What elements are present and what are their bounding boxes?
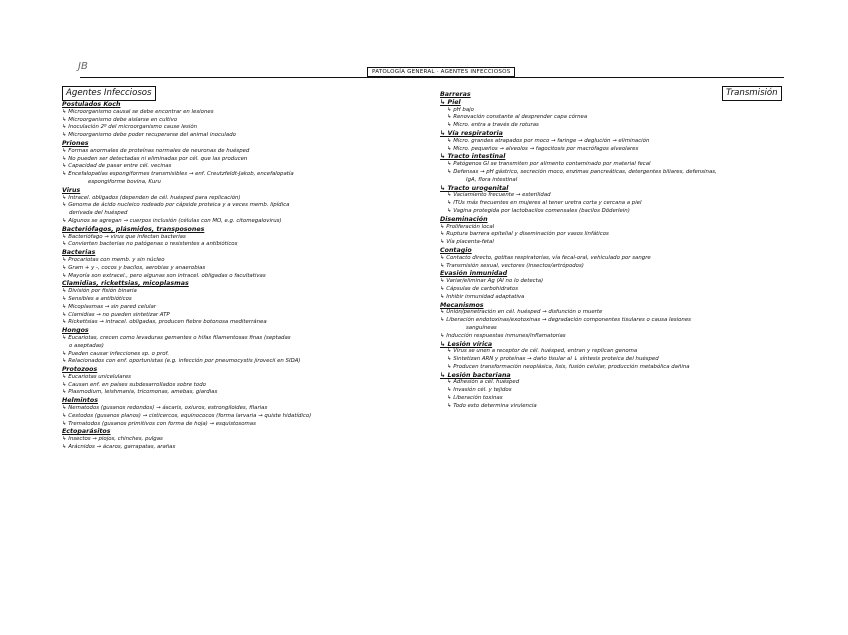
- note-line: ↳ Renovación constante al desprender capa córnea: [447, 114, 588, 121]
- section-heading: Bacteriófagos, plásmidos, transposones: [62, 225, 205, 233]
- section-heading: Barreras: [440, 91, 471, 98]
- note-line: ↳ Inhibir inmunidad adaptativa: [440, 293, 525, 300]
- note-line: ↳ Trematodos (gusanos primitivos con forma de hoja) → esquistosomas: [62, 420, 256, 427]
- note-line: ↳ Inducción respuestas inmunes/inflamatorias: [440, 332, 566, 339]
- section-heading: Priones: [62, 139, 89, 147]
- note-section: [62, 249, 420, 280]
- note-line: ↳ Transmisión sexual, vectores (insectos/artrópodos): [440, 262, 584, 269]
- note-line: ↳ Ruptura barrera epitelial y diseminación por vasos linfáticos: [440, 231, 609, 238]
- note-section: [62, 366, 420, 397]
- note-line: derivada del huésped: [69, 210, 128, 217]
- section-heading: ↳ Piel: [440, 98, 461, 106]
- note-section: [62, 327, 420, 366]
- note-line: ↳ Invasión cél. y tejidos: [447, 387, 512, 394]
- note-section: [62, 140, 420, 187]
- note-line: ↳ Vía placenta-fetal: [440, 239, 494, 246]
- note-section: [440, 216, 790, 247]
- note-line: ↳ Contacto directo, gotitas respiratorias, vía fecal-oral, vehiculado por sangre: [440, 254, 651, 261]
- note-line: ↳ Nematodos (gusanos redondos) → áscaris, oxiuros, estrongiloides, filarias: [62, 405, 268, 412]
- left-column-header: Agentes Infecciosos: [62, 86, 156, 101]
- section-heading: ↳ Vía respiratoria: [440, 129, 503, 137]
- note-line: ↳ Vagina protegida por lactobacilos comensales (bacilos Döderlein): [447, 207, 630, 214]
- note-line: sanguíneas: [466, 324, 497, 331]
- page-title: PATOLOGÍA GENERAL · AGENTES INFECCIOSOS: [367, 67, 515, 77]
- note-section: [62, 226, 420, 249]
- note-line: ↳ Virus se unen a receptor de cél. huésped, entran y replican genoma: [447, 348, 638, 355]
- section-heading: Virus: [62, 186, 81, 194]
- note-line: ↳ Eucariotas, crecen como levaduras gemantes o hifas filamentosas finas (septadas: [62, 334, 291, 341]
- note-line: ↳ Liberación endotoxinas/exotoxinas → degradación componentes tisulares o causa lesiones: [440, 317, 691, 324]
- note-line: ↳ Plasmodium, leishmania, tricomonas, amebas, giardias: [62, 389, 218, 396]
- note-section: [62, 280, 420, 327]
- note-line: ↳ Arácnidos → ácaros, garrapatas, arañas: [62, 444, 176, 451]
- note-section: [62, 187, 420, 226]
- note-line: ↳ Microorganismo causal se debe encontrar en lesiones: [62, 108, 214, 115]
- section-heading: Helmintos: [62, 397, 98, 405]
- note-section: [440, 270, 790, 301]
- author-initials: JB: [78, 61, 88, 72]
- left-column: [62, 101, 420, 452]
- section-heading: Contagio: [440, 246, 472, 254]
- section-heading: ↳ Lesión bacteriana: [440, 371, 511, 379]
- note-line: ↳ Encefalopatías espongiformes transmisibles → enf. Creutzfeldt-Jakob, encefalopatía: [62, 171, 294, 178]
- note-section: [440, 185, 790, 216]
- note-line: ↳ Microorganismo debe aislarse en cultivo: [62, 116, 178, 123]
- note-line: ↳ Mayoría son extracel., pero algunas son intracel. obligadas o facultativas: [62, 272, 266, 279]
- note-line: ↳ Bacteriófago → virus que infectan bacterias: [62, 233, 186, 240]
- note-line: ↳ Intracel. obligados (dependen de cél. huésped para replicación): [62, 194, 241, 201]
- section-heading: Postulados Koch: [62, 101, 121, 108]
- note-line: IgA, flora intestinal: [466, 176, 518, 183]
- note-line: ↳ Micro. pequeños → alveolos → fagocitosis por macrófagos alveolares: [447, 145, 639, 152]
- note-line: espongiforme bovina, Kuru: [88, 178, 161, 185]
- note-line: ↳ Pueden causar infecciones sp. o prof.: [62, 350, 170, 357]
- note-line: ↳ Liberación toxinas: [447, 395, 503, 402]
- note-line: ↳ Micoplasmas → sin pared celular: [62, 303, 157, 310]
- note-line: ↳ No pueden ser detectadas ni eliminadas por cél. que las producen: [62, 155, 248, 162]
- note-section: [62, 428, 420, 451]
- note-line: ↳ Procariotas con memb. y sin núcleo: [62, 256, 165, 263]
- section-heading: Protozoos: [62, 366, 98, 374]
- section-heading: ↳ Lesión vírica: [440, 340, 493, 348]
- note-line: ↳ Todo esto determina virulencia: [447, 402, 537, 409]
- section-heading: Hongos: [62, 327, 89, 335]
- section-heading: Clamidias, rickettsias, micoplasmas: [62, 280, 189, 288]
- note-line: ↳ Algunos se agregan → cuerpos inclusión (células con MO, e.g. citomegalovirus): [62, 217, 282, 224]
- note-section: [440, 302, 790, 341]
- note-line: ↳ Micro. grandes atrapados por moco → faringe → deglución → eliminación: [447, 137, 650, 144]
- note-section: [62, 397, 420, 428]
- note-line: ↳ Defensas → pH gástrico, secreción moco, enzimas pancreáticas, detergentes biliares, defensinas,: [447, 168, 717, 175]
- note-line: ↳ Adhesión a cél. huésped: [447, 379, 520, 386]
- section-heading: Ectoparásitos: [62, 428, 111, 436]
- note-section: [440, 130, 790, 153]
- note-section: [62, 101, 420, 140]
- note-section: [440, 91, 790, 99]
- note-line: ↳ Insectos → piojos, chinches, pulgas: [62, 436, 163, 443]
- right-column: [440, 91, 790, 411]
- note-line: ↳ Unión/penetración en cél. huésped → disfunción o muerte: [440, 309, 603, 316]
- note-section: [440, 153, 790, 184]
- note-line: ↳ Genoma de ácido nucleico rodeado por cápside proteica y a veces memb. lipídica: [62, 202, 290, 209]
- note-line: ↳ Gram + y -, cocos y bacilos, aerobias y anaerobias: [62, 264, 206, 271]
- note-line: ↳ Vaciamiento frecuente → esterilidad: [447, 192, 551, 199]
- note-line: ↳ Relacionados con enf. oportunistas (e.g. infección por pneumocystis jirovecii en SIDA): [62, 358, 301, 365]
- section-heading: Evasión inmunidad: [440, 270, 508, 278]
- note-line: ↳ Microorganismo debe poder recuperarse del animal inoculado: [62, 132, 236, 139]
- note-line: ↳ Convierten bacterias no patógenas o resistentes a antibióticos: [62, 241, 238, 248]
- section-heading: Bacterias: [62, 249, 96, 257]
- section-heading: Diseminación: [440, 215, 488, 223]
- note-line: ↳ Formas anormales de proteínas normales de neuronas de huésped: [62, 147, 250, 154]
- note-section: [440, 247, 790, 270]
- note-line: ↳ Causan enf. en países subdesarrollados sobre todo: [62, 381, 206, 388]
- note-line: ↳ Sensibles a antibióticos: [62, 295, 132, 302]
- note-line: ↳ Producen transformación neoplásica, lisis, fusión celular, producción metabólica dañina: [447, 363, 690, 370]
- note-line: ↳ Clamidias → no pueden sintetizar ATP: [62, 311, 170, 318]
- note-line: ↳ Capacidad de pasar entre cél. vecinas: [62, 163, 172, 170]
- note-line: ↳ Micro. entra a través de roturas: [447, 122, 539, 129]
- note-line: ↳ Proliferación local: [440, 223, 495, 230]
- note-line: ↳ Eucariotas unicelulares: [62, 373, 131, 380]
- note-section: [440, 341, 790, 372]
- note-line: ↳ División por fisión binaria: [62, 288, 137, 295]
- section-heading: ↳ Tracto intestinal: [440, 153, 506, 161]
- note-line: o aseptadas): [69, 342, 104, 349]
- note-section: [440, 99, 790, 130]
- note-section: [440, 372, 790, 411]
- note-line: ↳ Variar/eliminar Ag (AI no lo detecta): [440, 278, 544, 285]
- note-line: ↳ ITUs más frecuentes en mujeres al tener uretra corta y cercana a piel: [447, 200, 642, 207]
- title-rule: [80, 77, 784, 78]
- note-line: ↳ Sintetizan ARN y proteínas → daño tisular al ↓ síntesis proteica del huésped: [447, 356, 659, 363]
- section-heading: ↳ Tracto urogenital: [440, 184, 509, 192]
- note-line: ↳ Rickettsias → intracel. obligadas, producen fiebre botonosa mediterránea: [62, 319, 267, 326]
- right-column-header: Transmisión: [722, 86, 782, 101]
- note-line: ↳ Cápsulas de carbohidratos: [440, 285, 518, 292]
- note-line: ↳ Patógenos GI se transmiten por alimento contaminado por material fecal: [447, 161, 651, 168]
- note-line: ↳ Cestodos (gusanos planos) → cisticercos, equinococos (forma larvaria → quiste hidatídico): [62, 412, 312, 419]
- note-line: ↳ pH bajo: [447, 106, 474, 113]
- note-line: ↳ Inoculación 2º del microorganismo cause lesión: [62, 124, 198, 131]
- section-heading: Mecanismos: [440, 301, 484, 309]
